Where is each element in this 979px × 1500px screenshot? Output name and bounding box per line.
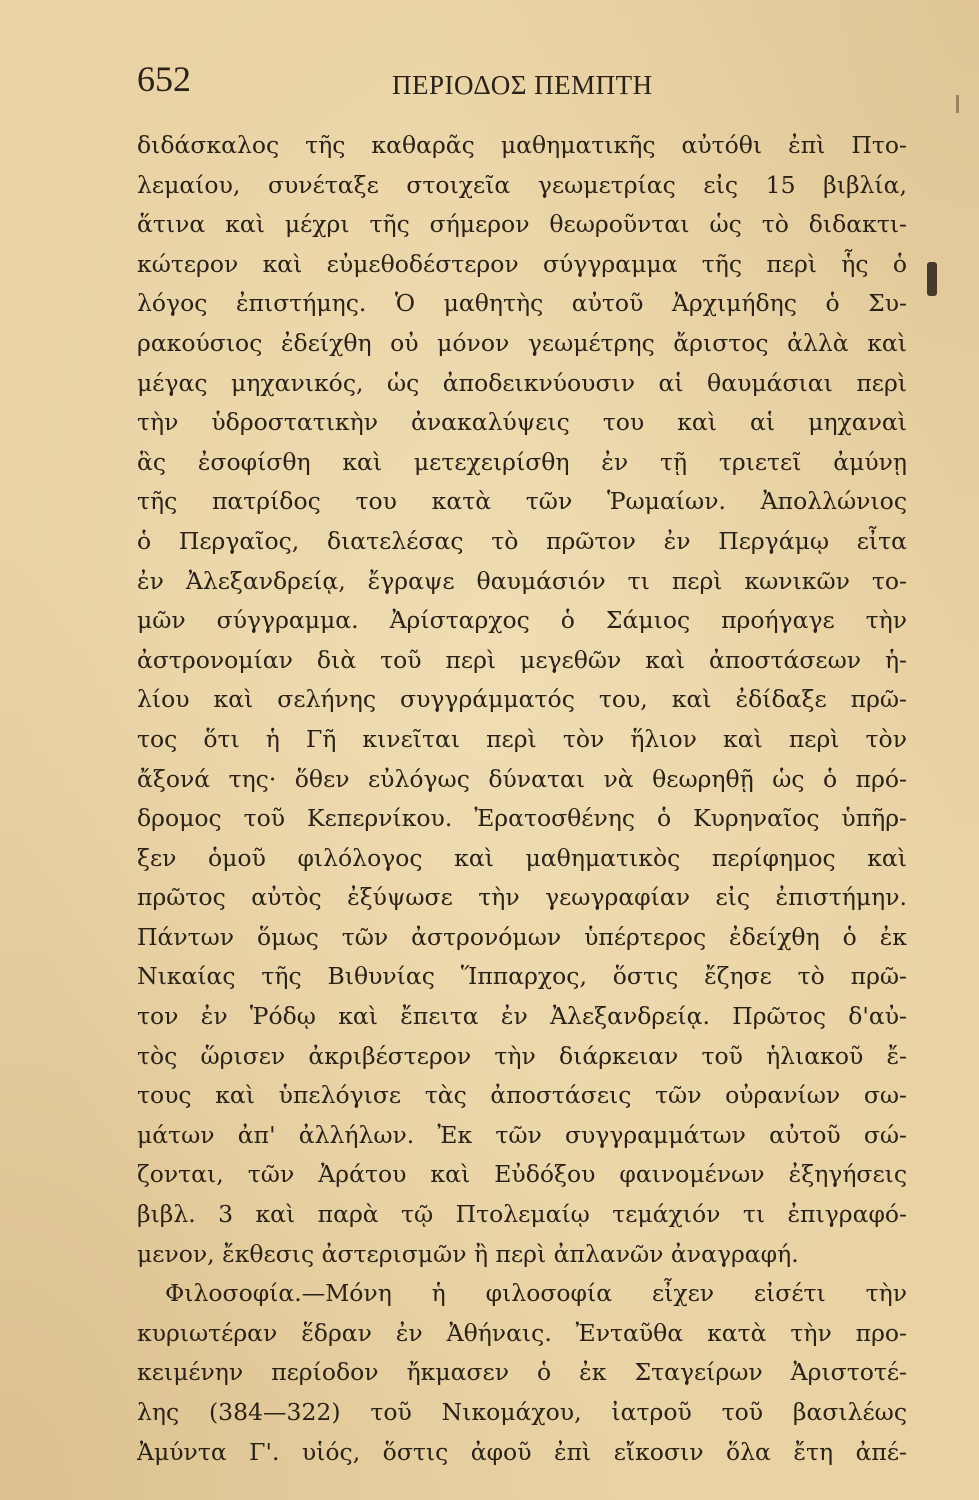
text-line: τὴν ὑδροστατικὴν ἀνακαλύψεις του καὶ αἱ μηχαναὶ (137, 408, 907, 437)
text-line: κυριωτέραν ἕδραν ἐν Ἀθήναις. Ἐνταῦθα κατὰ τὴν προ- (137, 1318, 907, 1347)
text-line: Νικαίας τῆς Βιθυνίας Ἵππαρχος, ὅστις ἔζησε τὸ πρῶ- (137, 962, 907, 991)
text-line: τῆς πατρίδος του κατὰ τῶν Ῥωμαίων. Ἀπολλώνιος (137, 487, 907, 516)
running-title: ΠΕΡΙΟΔΟΣ ΠΕΜΠΤΗ (392, 70, 653, 100)
text-line: κειμένην περίοδον ἤκμασεν ὁ ἐκ Σταγείρων Ἀριστοτέ- (137, 1358, 907, 1387)
text-line: ἄξονά της· ὅθεν εὐλόγως δύναται νὰ θεωρηθῇ ὡς ὁ πρό- (137, 764, 907, 793)
running-head (137, 58, 907, 108)
text-line: λόγος ἐπιστήμης. Ὁ μαθητὴς αὐτοῦ Ἀρχιμήδης ὁ Συ- (137, 289, 907, 318)
text-line: δρομος τοῦ Κεπερνίκου. Ἐρατοσθένης ὁ Κυρηναῖος ὑπῆρ- (137, 804, 907, 833)
page-number: 652 (137, 59, 191, 99)
text-line: λεμαίου, συνέταξε στοιχεῖα γεωμετρίας εἰς 15 βιβλία, (137, 170, 907, 199)
text-line: ἀστρονομίαν διὰ τοῦ περὶ μεγεθῶν καὶ ἀποστάσεων ἡ- (137, 645, 907, 674)
text-line: βιβλ. 3 καὶ παρὰ τῷ Πτολεμαίῳ τεμάχιόν τι ἐπιγραφό- (137, 1200, 907, 1229)
text-line: ἅτινα καὶ μέχρι τῆς σήμερον θεωροῦνται ὡς τὸ διδακτι- (137, 210, 907, 239)
text-line: μῶν σύγγραμμα. Ἀρίσταρχος ὁ Σάμιος προήγαγε τὴν (137, 606, 907, 635)
text-line: ζονται, τῶν Ἀράτου καὶ Εὐδόξου φαινομένων ἐξηγήσεις (137, 1160, 907, 1189)
text-line: τους καὶ ὑπελόγισε τὰς ἀποστάσεις τῶν οὐρανίων σω- (137, 1081, 907, 1110)
text-line: τος ὅτι ἡ Γῆ κινεῖται περὶ τὸν ἥλιον καὶ περὶ τὸν (137, 724, 907, 753)
text-line: τον ἐν Ῥόδῳ καὶ ἔπειτα ἐν Ἀλεξανδρείᾳ. Πρῶτος δ'αὐ- (137, 1002, 907, 1031)
text-line: Ἀμύντα Γ'. υἱός, ὅστις ἀφοῦ ἐπὶ εἴκοσιν ὅλα ἔτη ἀπέ- (137, 1437, 907, 1466)
text-line: ἃς ἐσοφίσθη καὶ μετεχειρίσθη ἐν τῇ τριετεῖ ἀμύνῃ (137, 447, 907, 476)
section-heading-line: Φιλοσοφία.—Μόνη ἡ φιλοσοφία εἶχεν εἰσέτι τὴν (165, 1279, 907, 1308)
text-line: ἐν Ἀλεξανδρείᾳ, ἔγραψε θαυμάσιόν τι περὶ κωνικῶν το- (137, 566, 907, 595)
body-text (137, 126, 907, 1472)
edge-mark (956, 95, 959, 113)
text-line: ξεν ὁμοῦ φιλόλογος καὶ μαθηματικὸς περίφημος καὶ (137, 843, 907, 872)
text-line: μάτων ἀπ' ἀλλήλων. Ἐκ τῶν συγγραμμάτων αὐτοῦ σώ- (137, 1120, 907, 1149)
text-line: ρακούσιος ἐδείχθη οὐ μόνον γεωμέτρης ἄριστος ἀλλὰ καὶ (137, 328, 907, 357)
text-line: λης (384—322) τοῦ Νικομάχου, ἰατροῦ τοῦ βασιλέως (137, 1398, 907, 1426)
text-line: Πάντων ὅμως τῶν ἀστρονόμων ὑπέρτερος ἐδείχθη ὁ ἐκ (137, 922, 907, 951)
text-line: διδάσκαλος τῆς καθαρᾶς μαθηματικῆς αὐτόθι ἐπὶ Πτο- (137, 131, 907, 159)
text-line: μέγας μηχανικός, ὡς ἀποδεικνύουσιν αἱ θαυμάσιαι περὶ (137, 368, 907, 397)
text-line: κώτερον καὶ εὐμεθοδέστερον σύγγραμμα τῆς περὶ ἧς ὁ (137, 249, 907, 278)
text-line: τὸς ὥρισεν ἀκριβέστερον τὴν διάρκειαν τοῦ ἡλιακοῦ ἔ- (137, 1041, 907, 1070)
text-line: μενον, ἔκθεσις ἀστερισμῶν ἢ περὶ ἀπλανῶν ἀναγραφή. (137, 1239, 799, 1268)
margin-mark (927, 262, 937, 296)
text-line: ὁ Περγαῖος, διατελέσας τὸ πρῶτον ἐν Περγάμῳ εἶτα (137, 526, 907, 555)
text-line: λίου καὶ σελήνης συγγράμματός του, καὶ ἐδίδαξε πρῶ- (137, 685, 907, 714)
text-line: πρῶτος αὐτὸς ἐξύψωσε τὴν γεωγραφίαν εἰς ἐπιστήμην. (137, 883, 907, 912)
